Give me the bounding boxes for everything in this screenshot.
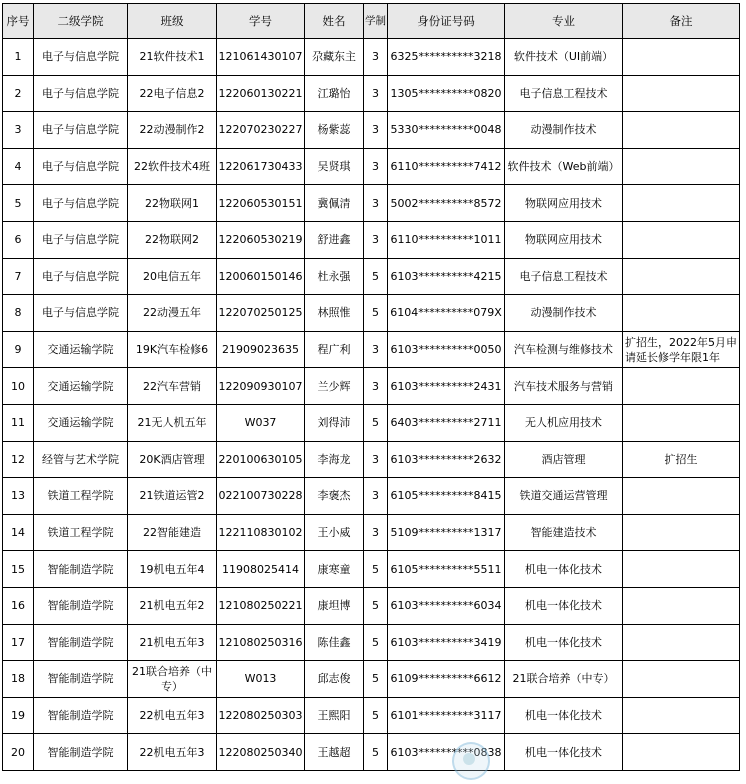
table-row (3, 258, 740, 295)
table-row (3, 441, 740, 478)
cell-years: 3 (364, 331, 388, 368)
cell-note (623, 661, 740, 698)
cell-college: 电子与信息学院 (34, 148, 128, 185)
cell-no: 19 (3, 697, 34, 734)
cell-name: 王小威 (305, 514, 364, 551)
table-row (3, 75, 740, 112)
cell-college: 电子与信息学院 (34, 185, 128, 222)
cell-years: 3 (364, 185, 388, 222)
cell-note (623, 587, 740, 624)
cell-years: 3 (364, 441, 388, 478)
cell-major: 机电一体化技术 (505, 697, 623, 734)
cell-no: 5 (3, 185, 34, 222)
cell-note (623, 404, 740, 441)
cell-student-id: 121080250316 (217, 624, 305, 661)
cell-major: 汽车检测与维修技术 (505, 331, 623, 368)
cell-college: 铁道工程学院 (34, 478, 128, 515)
cell-years: 5 (364, 587, 388, 624)
cell-class: 22物联网1 (128, 185, 217, 222)
cell-no: 7 (3, 258, 34, 295)
cell-student-id: W037 (217, 404, 305, 441)
cell-major: 汽车技术服务与营销 (505, 368, 623, 405)
cell-no: 1 (3, 39, 34, 76)
cell-student-id: 122070230227 (217, 112, 305, 149)
cell-note (623, 514, 740, 551)
cell-years: 5 (364, 258, 388, 295)
header-years: 学制 (364, 4, 388, 39)
cell-note: 扩招生，2022年5月申请延长修学年限1年 (623, 331, 740, 368)
cell-student-id: 122090930107 (217, 368, 305, 405)
cell-major: 动漫制作技术 (505, 112, 623, 149)
cell-student-id: 122060530151 (217, 185, 305, 222)
cell-class: 22动漫制作2 (128, 112, 217, 149)
cell-name: 李海龙 (305, 441, 364, 478)
cell-college: 智能制造学院 (34, 661, 128, 698)
cell-id-number: 6110**********7412 (388, 148, 505, 185)
cell-college: 经管与艺术学院 (34, 441, 128, 478)
cell-id-number: 6103**********3419 (388, 624, 505, 661)
header-no: 序号 (3, 4, 34, 39)
cell-id-number: 6103**********0050 (388, 331, 505, 368)
cell-note (623, 624, 740, 661)
cell-no: 15 (3, 551, 34, 588)
cell-major: 21联合培养（中专） (505, 661, 623, 698)
cell-major: 软件技术（Web前端） (505, 148, 623, 185)
cell-years: 3 (364, 368, 388, 405)
cell-no: 14 (3, 514, 34, 551)
cell-college: 电子与信息学院 (34, 112, 128, 149)
cell-name: 吴贤琪 (305, 148, 364, 185)
cell-no: 2 (3, 75, 34, 112)
cell-major: 机电一体化技术 (505, 587, 623, 624)
cell-name: 杜永强 (305, 258, 364, 295)
cell-class: 22汽车营销 (128, 368, 217, 405)
cell-student-id: W013 (217, 661, 305, 698)
cell-college: 交通运输学院 (34, 404, 128, 441)
cell-college: 智能制造学院 (34, 697, 128, 734)
cell-name: 王熙阳 (305, 697, 364, 734)
header-major: 专业 (505, 4, 623, 39)
cell-college: 智能制造学院 (34, 734, 128, 771)
cell-note: 扩招生 (623, 441, 740, 478)
cell-name: 康寒童 (305, 551, 364, 588)
table-row (3, 551, 740, 588)
table-row (3, 514, 740, 551)
cell-college: 智能制造学院 (34, 551, 128, 588)
watermark-logo-icon (452, 742, 490, 780)
cell-years: 3 (364, 478, 388, 515)
cell-years: 3 (364, 112, 388, 149)
cell-class: 19机电五年4 (128, 551, 217, 588)
student-table (2, 3, 740, 771)
cell-college: 电子与信息学院 (34, 258, 128, 295)
cell-major: 机电一体化技术 (505, 734, 623, 771)
cell-note (623, 148, 740, 185)
cell-major: 铁道交通运营管理 (505, 478, 623, 515)
cell-no: 8 (3, 295, 34, 332)
cell-college: 电子与信息学院 (34, 39, 128, 76)
cell-student-id: 121080250221 (217, 587, 305, 624)
cell-college: 交通运输学院 (34, 368, 128, 405)
header-note: 备注 (623, 4, 740, 39)
cell-no: 17 (3, 624, 34, 661)
cell-name: 陈佳鑫 (305, 624, 364, 661)
cell-class: 21无人机五年 (128, 404, 217, 441)
cell-major: 电子信息工程技术 (505, 258, 623, 295)
cell-student-id: 122070250125 (217, 295, 305, 332)
cell-years: 5 (364, 697, 388, 734)
header-name: 姓名 (305, 4, 364, 39)
table-row (3, 661, 740, 698)
cell-years: 3 (364, 148, 388, 185)
cell-name: 刘得沛 (305, 404, 364, 441)
cell-note (623, 221, 740, 258)
cell-years: 5 (364, 404, 388, 441)
cell-note (623, 75, 740, 112)
table-row (3, 39, 740, 76)
cell-id-number: 6110**********1011 (388, 221, 505, 258)
table-row (3, 295, 740, 332)
cell-name: 邱志俊 (305, 661, 364, 698)
cell-major: 无人机应用技术 (505, 404, 623, 441)
cell-no: 13 (3, 478, 34, 515)
cell-id-number: 6104**********079X (388, 295, 505, 332)
cell-no: 20 (3, 734, 34, 771)
cell-id-number: 6105**********5511 (388, 551, 505, 588)
cell-name: 程广利 (305, 331, 364, 368)
cell-years: 3 (364, 514, 388, 551)
cell-note (623, 551, 740, 588)
cell-no: 9 (3, 331, 34, 368)
cell-major: 电子信息工程技术 (505, 75, 623, 112)
cell-student-id: 122110830102 (217, 514, 305, 551)
table-row (3, 331, 740, 368)
cell-no: 16 (3, 587, 34, 624)
cell-id-number: 6103**********0838 (388, 734, 505, 771)
cell-name: 林照惟 (305, 295, 364, 332)
cell-name: 尕藏东主 (305, 39, 364, 76)
cell-note (623, 478, 740, 515)
cell-class: 19K汽车检修6 (128, 331, 217, 368)
cell-college: 智能制造学院 (34, 587, 128, 624)
table-row (3, 697, 740, 734)
cell-student-id: 121061430107 (217, 39, 305, 76)
cell-years: 5 (364, 295, 388, 332)
cell-class: 22电子信息2 (128, 75, 217, 112)
cell-major: 动漫制作技术 (505, 295, 623, 332)
cell-no: 18 (3, 661, 34, 698)
cell-student-id: 11908025414 (217, 551, 305, 588)
cell-note (623, 258, 740, 295)
table-row (3, 112, 740, 149)
cell-name: 王越超 (305, 734, 364, 771)
cell-student-id: 022100730228 (217, 478, 305, 515)
cell-no: 6 (3, 221, 34, 258)
cell-years: 3 (364, 39, 388, 76)
cell-years: 5 (364, 734, 388, 771)
cell-college: 智能制造学院 (34, 624, 128, 661)
cell-class: 20K酒店管理 (128, 441, 217, 478)
cell-years: 5 (364, 661, 388, 698)
cell-note (623, 368, 740, 405)
cell-id-number: 6105**********8415 (388, 478, 505, 515)
cell-note (623, 697, 740, 734)
cell-major: 酒店管理 (505, 441, 623, 478)
cell-name: 李褒杰 (305, 478, 364, 515)
cell-major: 软件技术（UI前端） (505, 39, 623, 76)
header-class: 班级 (128, 4, 217, 39)
cell-student-id: 122080250340 (217, 734, 305, 771)
cell-class: 22物联网2 (128, 221, 217, 258)
cell-class: 21联合培养（中专） (128, 661, 217, 698)
table-row (3, 221, 740, 258)
cell-no: 11 (3, 404, 34, 441)
cell-major: 物联网应用技术 (505, 221, 623, 258)
cell-id-number: 6325**********3218 (388, 39, 505, 76)
cell-id-number: 6103**********2431 (388, 368, 505, 405)
cell-class: 20电信五年 (128, 258, 217, 295)
cell-class: 22机电五年3 (128, 697, 217, 734)
cell-id-number: 6403**********2711 (388, 404, 505, 441)
cell-no: 4 (3, 148, 34, 185)
cell-major: 物联网应用技术 (505, 185, 623, 222)
cell-id-number: 5330**********0048 (388, 112, 505, 149)
table-row (3, 185, 740, 222)
cell-name: 杨紫蕊 (305, 112, 364, 149)
cell-note (623, 39, 740, 76)
cell-student-id: 220100630105 (217, 441, 305, 478)
cell-id-number: 6109**********6612 (388, 661, 505, 698)
cell-years: 3 (364, 75, 388, 112)
header-college: 二级学院 (34, 4, 128, 39)
cell-note (623, 295, 740, 332)
cell-no: 12 (3, 441, 34, 478)
header-student-id: 学号 (217, 4, 305, 39)
cell-college: 电子与信息学院 (34, 75, 128, 112)
cell-no: 10 (3, 368, 34, 405)
cell-college: 电子与信息学院 (34, 295, 128, 332)
cell-major: 机电一体化技术 (505, 551, 623, 588)
table-row (3, 587, 740, 624)
cell-class: 21铁道运管2 (128, 478, 217, 515)
table-row (3, 148, 740, 185)
cell-name: 康坦博 (305, 587, 364, 624)
cell-student-id: 120060150146 (217, 258, 305, 295)
cell-id-number: 5109**********1317 (388, 514, 505, 551)
cell-college: 电子与信息学院 (34, 221, 128, 258)
cell-id-number: 6103**********2632 (388, 441, 505, 478)
cell-years: 5 (364, 624, 388, 661)
header-id-number: 身份证号码 (388, 4, 505, 39)
cell-no: 3 (3, 112, 34, 149)
cell-note (623, 185, 740, 222)
cell-id-number: 1305**********0820 (388, 75, 505, 112)
table-row (3, 404, 740, 441)
cell-student-id: 122080250303 (217, 697, 305, 734)
cell-student-id: 122060530219 (217, 221, 305, 258)
cell-name: 冀佩清 (305, 185, 364, 222)
cell-note (623, 112, 740, 149)
cell-name: 舒进鑫 (305, 221, 364, 258)
cell-name: 兰少辉 (305, 368, 364, 405)
table-row (3, 624, 740, 661)
cell-college: 交通运输学院 (34, 331, 128, 368)
cell-class: 22软件技术4班 (128, 148, 217, 185)
cell-name: 江璐怡 (305, 75, 364, 112)
cell-college: 铁道工程学院 (34, 514, 128, 551)
table-row (3, 734, 740, 771)
cell-id-number: 6103**********4215 (388, 258, 505, 295)
cell-major: 智能建造技术 (505, 514, 623, 551)
cell-class: 21机电五年3 (128, 624, 217, 661)
cell-student-id: 122061730433 (217, 148, 305, 185)
cell-student-id: 122060130221 (217, 75, 305, 112)
table-row (3, 478, 740, 515)
cell-class: 22机电五年3 (128, 734, 217, 771)
cell-id-number: 6101**********3117 (388, 697, 505, 734)
cell-id-number: 5002**********8572 (388, 185, 505, 222)
cell-class: 22动漫五年 (128, 295, 217, 332)
cell-years: 3 (364, 221, 388, 258)
header-row (3, 4, 740, 39)
cell-class: 21软件技术1 (128, 39, 217, 76)
cell-years: 5 (364, 551, 388, 588)
cell-id-number: 6103**********6034 (388, 587, 505, 624)
cell-student-id: 21909023635 (217, 331, 305, 368)
cell-class: 22智能建造 (128, 514, 217, 551)
cell-major: 机电一体化技术 (505, 624, 623, 661)
cell-class: 21机电五年2 (128, 587, 217, 624)
cell-note (623, 734, 740, 771)
table-row (3, 368, 740, 405)
